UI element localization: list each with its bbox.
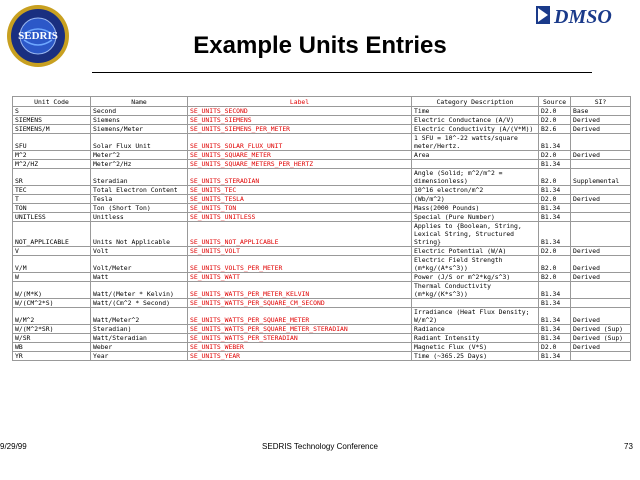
cell-label: SE_UNITS_SIEMENS xyxy=(188,116,412,125)
dmso-logo xyxy=(536,2,632,28)
cell-category-description: Area xyxy=(412,151,539,160)
cell-category-description: Thermal Conductivity (m*kg/(K*s^3)) xyxy=(412,282,539,299)
cell-si xyxy=(571,352,631,361)
cell-si: Derived xyxy=(571,151,631,160)
cell-unit-code: V/M xyxy=(13,256,91,273)
cell-si: Base xyxy=(571,107,631,116)
column-header-label: Label xyxy=(188,97,412,107)
cell-unit-code: TEC xyxy=(13,186,91,195)
cell-label: SE_UNITS_WATTS_PER_SQUARE_METER xyxy=(188,308,412,325)
cell-si: Derived xyxy=(571,256,631,273)
table-row xyxy=(13,169,631,186)
table-row xyxy=(13,213,631,222)
table-row xyxy=(13,107,631,116)
cell-name: Year xyxy=(91,352,188,361)
cell-label: SE_UNITS_WATTS_PER_SQUARE_METER_STERADIAN xyxy=(188,325,412,334)
cell-category-description: Electric Conductance (A/V) xyxy=(412,116,539,125)
cell-si: Derived xyxy=(571,247,631,256)
cell-unit-code: TON xyxy=(13,204,91,213)
cell-category-description: 10^16 electron/m^2 xyxy=(412,186,539,195)
cell-label: SE_UNITS_WATTS_PER_STERADIAN xyxy=(188,334,412,343)
cell-label: SE_UNITS_UNITLESS xyxy=(188,213,412,222)
column-header-category-description: Category Description xyxy=(412,97,539,107)
cell-category-description: Power (J/S or m^2*kg/s^3) xyxy=(412,273,539,282)
cell-unit-code: T xyxy=(13,195,91,204)
cell-name: Watt/Steradian xyxy=(91,334,188,343)
column-header-source: Source xyxy=(539,97,571,107)
cell-name: Units Not Applicable xyxy=(91,222,188,247)
table-row xyxy=(13,308,631,325)
table-row xyxy=(13,116,631,125)
cell-unit-code: M^2 xyxy=(13,151,91,160)
cell-category-description: Mass(2000 Pounds) xyxy=(412,204,539,213)
cell-name: Tesla xyxy=(91,195,188,204)
table-row xyxy=(13,222,631,247)
cell-source: B2.0 xyxy=(539,256,571,273)
cell-name: Unitless xyxy=(91,213,188,222)
table-row xyxy=(13,352,631,361)
column-header-name: Name xyxy=(91,97,188,107)
table-header-row xyxy=(13,97,631,107)
cell-name: Volt xyxy=(91,247,188,256)
cell-si: Derived xyxy=(571,343,631,352)
cell-source: B1.34 xyxy=(539,299,571,308)
table-row xyxy=(13,195,631,204)
table-row xyxy=(13,134,631,151)
cell-source: D2.0 xyxy=(539,151,571,160)
cell-category-description: Time (~365.25 Days) xyxy=(412,352,539,361)
cell-name: Ton (Short Ton) xyxy=(91,204,188,213)
cell-source: B2.0 xyxy=(539,273,571,282)
units-table xyxy=(12,96,631,361)
cell-si: Supplemental xyxy=(571,169,631,186)
cell-source: B1.34 xyxy=(539,222,571,247)
cell-category-description xyxy=(412,160,539,169)
cell-label: SE_UNITS_VOLTS_PER_METER xyxy=(188,256,412,273)
cell-source: D2.0 xyxy=(539,107,571,116)
cell-label: SE_UNITS_TEC xyxy=(188,186,412,195)
cell-unit-code: YR xyxy=(13,352,91,361)
cell-source: B1.34 xyxy=(539,334,571,343)
cell-si: Derived xyxy=(571,195,631,204)
cell-label: SE_UNITS_SECOND xyxy=(188,107,412,116)
cell-source: B2.6 xyxy=(539,125,571,134)
cell-label: SE_UNITS_WATTS_PER_SQUARE_CM_SECOND xyxy=(188,299,412,308)
cell-source: B1.34 xyxy=(539,352,571,361)
title-divider xyxy=(92,72,592,73)
cell-label: SE_UNITS_YEAR xyxy=(188,352,412,361)
table-row xyxy=(13,299,631,308)
cell-category-description: Angle (Solid; m^2/m^2 = dimensionless) xyxy=(412,169,539,186)
cell-si xyxy=(571,186,631,195)
footer-conference: SEDRIS Technology Conference xyxy=(262,442,378,451)
cell-source: D2.0 xyxy=(539,343,571,352)
cell-source: B1.34 xyxy=(539,160,571,169)
cell-unit-code: W/(CM^2*S) xyxy=(13,299,91,308)
cell-si: Derived xyxy=(571,125,631,134)
cell-source: B2.0 xyxy=(539,169,571,186)
cell-category-description: Radiance xyxy=(412,325,539,334)
cell-category-description: Irradiance (Heat Flux Density; W/m^2) xyxy=(412,308,539,325)
cell-category-description: Magnetic Flux (V*S) xyxy=(412,343,539,352)
cell-source: B1.34 xyxy=(539,282,571,299)
cell-name: Volt/Meter xyxy=(91,256,188,273)
cell-name: Second xyxy=(91,107,188,116)
cell-source: D2.0 xyxy=(539,195,571,204)
cell-name: Watt/(Cm^2 * Second) xyxy=(91,299,188,308)
table-row xyxy=(13,343,631,352)
cell-category-description xyxy=(412,299,539,308)
cell-label: SE_UNITS_TESLA xyxy=(188,195,412,204)
cell-si xyxy=(571,213,631,222)
cell-name: Meter^2 xyxy=(91,151,188,160)
cell-name: Meter^2/Hz xyxy=(91,160,188,169)
cell-unit-code: W/(M*K) xyxy=(13,282,91,299)
cell-category-description: Electric Field Strength (m*kg/(A*s^3)) xyxy=(412,256,539,273)
cell-name: Steradian xyxy=(91,169,188,186)
cell-si: Derived (Sup) xyxy=(571,334,631,343)
cell-si: Derived (Sup) xyxy=(571,325,631,334)
cell-name: Solar Flux Unit xyxy=(91,134,188,151)
column-header-si: SI? xyxy=(571,97,631,107)
units-table-body xyxy=(13,107,631,361)
cell-label: SE_UNITS_WATTS_PER_METER_KELVIN xyxy=(188,282,412,299)
table-row xyxy=(13,273,631,282)
cell-label: SE_UNITS_SIEMENS_PER_METER xyxy=(188,125,412,134)
cell-si: Derived xyxy=(571,273,631,282)
cell-label: SE_UNITS_SOLAR_FLUX_UNIT xyxy=(188,134,412,151)
cell-source: B1.34 xyxy=(539,204,571,213)
cell-category-description: Special (Pure Number) xyxy=(412,213,539,222)
cell-name: Total Electron Content xyxy=(91,186,188,195)
cell-unit-code: S xyxy=(13,107,91,116)
cell-unit-code: WB xyxy=(13,343,91,352)
cell-label: SE_UNITS_WATT xyxy=(188,273,412,282)
cell-si xyxy=(571,204,631,213)
cell-unit-code: W/(M^2*SR) xyxy=(13,325,91,334)
cell-name: Siemens xyxy=(91,116,188,125)
cell-name: Watt/Meter^2 xyxy=(91,308,188,325)
cell-name: Steradian) xyxy=(91,325,188,334)
cell-name: Weber xyxy=(91,343,188,352)
cell-label: SE_UNITS_NOT_APPLICABLE xyxy=(188,222,412,247)
cell-label: SE_UNITS_STERADIAN xyxy=(188,169,412,186)
cell-source: D2.0 xyxy=(539,116,571,125)
cell-source: B1.34 xyxy=(539,213,571,222)
cell-si xyxy=(571,282,631,299)
cell-unit-code: W xyxy=(13,273,91,282)
cell-label: SE_UNITS_TON xyxy=(188,204,412,213)
table-row xyxy=(13,325,631,334)
cell-unit-code: SR xyxy=(13,169,91,186)
sedris-logo-text: SEDRIS xyxy=(18,30,58,42)
cell-label: SE_UNITS_SQUARE_METERS_PER_HERTZ xyxy=(188,160,412,169)
cell-si: Derived xyxy=(571,308,631,325)
cell-unit-code: W/SR xyxy=(13,334,91,343)
footer-page-number: 73 xyxy=(624,442,633,451)
column-header-unit-code: Unit Code xyxy=(13,97,91,107)
dmso-logo-icon xyxy=(536,2,632,28)
page-title: Example Units Entries xyxy=(193,32,447,59)
cell-si xyxy=(571,222,631,247)
cell-category-description: Radiant Intensity xyxy=(412,334,539,343)
cell-source: B1.34 xyxy=(539,325,571,334)
table-row xyxy=(13,282,631,299)
table-row xyxy=(13,334,631,343)
table-row xyxy=(13,186,631,195)
table-row xyxy=(13,160,631,169)
cell-category-description: Time xyxy=(412,107,539,116)
cell-si xyxy=(571,299,631,308)
cell-si: Derived xyxy=(571,116,631,125)
cell-unit-code: SIEMENS/M xyxy=(13,125,91,134)
table-row xyxy=(13,125,631,134)
cell-unit-code: UNITLESS xyxy=(13,213,91,222)
cell-label: SE_UNITS_WEBER xyxy=(188,343,412,352)
cell-unit-code: SFU xyxy=(13,134,91,151)
cell-si xyxy=(571,134,631,151)
cell-category-description: (Wb/m^2) xyxy=(412,195,539,204)
cell-si xyxy=(571,160,631,169)
cell-unit-code: M^2/HZ xyxy=(13,160,91,169)
cell-source: B1.34 xyxy=(539,308,571,325)
table-row xyxy=(13,204,631,213)
cell-category-description: Electric Potential (W/A) xyxy=(412,247,539,256)
cell-source: D2.0 xyxy=(539,247,571,256)
cell-unit-code: W/M^2 xyxy=(13,308,91,325)
cell-label: SE_UNITS_SQUARE_METER xyxy=(188,151,412,160)
cell-category-description: 1 SFU = 10^-22 watts/square meter/Hertz. xyxy=(412,134,539,151)
cell-unit-code: NOT_APPLICABLE xyxy=(13,222,91,247)
cell-name: Siemens/Meter xyxy=(91,125,188,134)
cell-source: B1.34 xyxy=(539,186,571,195)
cell-name: Watt/(Meter * Kelvin) xyxy=(91,282,188,299)
footer-date: 9/29/99 xyxy=(0,442,27,451)
cell-unit-code: SIEMENS xyxy=(13,116,91,125)
cell-category-description: Electric Conductivity (A/(V*M)) xyxy=(412,125,539,134)
cell-name: Watt xyxy=(91,273,188,282)
table-row xyxy=(13,256,631,273)
cell-unit-code: V xyxy=(13,247,91,256)
table-row xyxy=(13,247,631,256)
table-row xyxy=(13,151,631,160)
cell-label: SE_UNITS_VOLT xyxy=(188,247,412,256)
cell-category-description: Applies to {Boolean, String, Lexical String, Structured String} xyxy=(412,222,539,247)
dmso-logo-text: DMSO xyxy=(554,6,612,28)
cell-source: B1.34 xyxy=(539,134,571,151)
